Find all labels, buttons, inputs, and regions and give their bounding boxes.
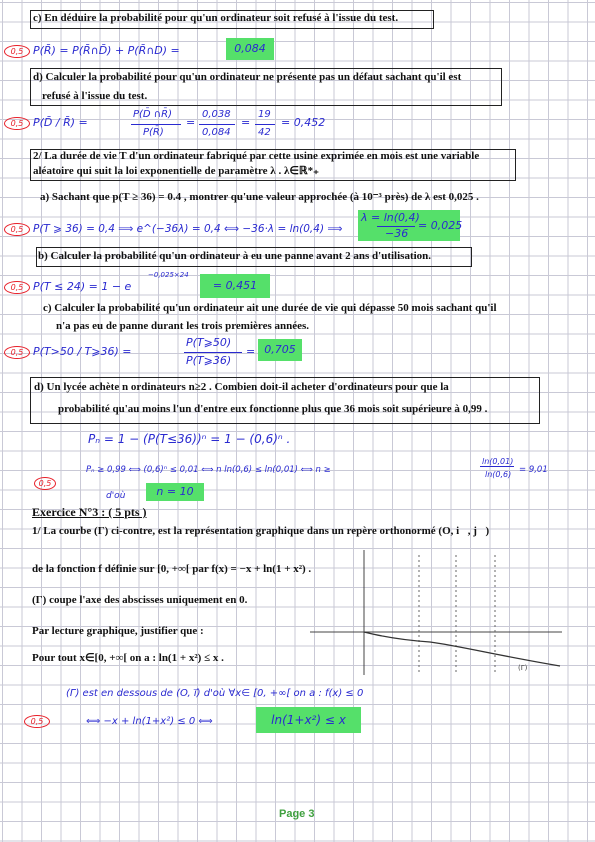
mark-q2d: 0,5 <box>34 477 56 490</box>
question-2c-line1: c) Calculer la probabilité qu'un ordinateur ait une durée de vie qui dépasse 50 mois sachant qu'il <box>43 302 497 314</box>
answer-q1d-lhs: P(D̄ / R̄) = <box>33 116 88 129</box>
question-2c-line2: n'a pas eu de panne durant les trois premières années. <box>56 320 310 332</box>
mark-q1d: 0,5 <box>4 117 30 130</box>
answer-q2b-exp: −0,025×24 <box>148 271 189 279</box>
result-q2b: = 0,451 <box>200 274 270 298</box>
answer-ex3-line1: (Γ) est en dessous de (O, i⃗) d'où ∀x∈ [0, +∞[ on a : f(x) ≤ 0 <box>66 688 364 699</box>
frac2-num: 0,038 <box>202 109 231 120</box>
question-2-line1: 2/ La durée de vie T d'un ordinateur fabriqué par cette usine exprimée en mois est une variable <box>33 150 480 162</box>
answer-q2d-line2: Pₙ ≥ 0,99 ⟺ (0,6)ⁿ ≤ 0,01 ⟺ n ln(0,6) ≤ ln(0,01) ⟺ n ≥ <box>86 465 331 475</box>
question-2-line2: aléatoire qui suit la loi exponentielle de paramètre λ . λ∈ℝ*₊ <box>33 165 319 177</box>
mark-q2b: 0,5 <box>4 281 30 294</box>
curve-label: (Γ) <box>518 664 528 672</box>
frac1-den: P(R̄) <box>143 127 164 138</box>
equals-2: = <box>241 116 251 129</box>
frac-q2c-den: P(T⩾36) <box>186 354 232 367</box>
answer-q2c: P(T>50 / T⩾36) = <box>33 345 132 358</box>
result-q2c: 0,705 <box>258 339 302 361</box>
result-q2d: n = 10 <box>146 483 204 501</box>
equals-1: = <box>186 116 196 129</box>
mark-q2c: 0,5 <box>4 346 30 359</box>
result-q1d: = 0,452 <box>281 116 326 129</box>
frac-q2c-bar <box>184 352 242 353</box>
frac2-den: 0,084 <box>202 127 231 138</box>
exercise-3-line1: 1/ La courbe (Γ) ci-contre, est la représentation graphique dans un repère orthonormé (O, i⃗, j⃗) <box>32 525 490 537</box>
result-ex3: ln(1+x²) ≤ x <box>256 707 361 733</box>
question-1d-line1: d) Calculer la probabilité pour qu'un ordinateur ne présente pas un défaut sachant qu'il est <box>33 71 462 83</box>
answer-q2d-line1: Pₙ = 1 − (P(T≤36))ⁿ = 1 − (0,6)ⁿ . <box>88 432 291 446</box>
answer-q1c: P(R̄) = P(R̄∩D̄) + P(R̄∩D) = <box>33 44 180 57</box>
exercise-3-line2: de la fonction f définie sur [0, +∞[ par f(x) = −x + ln(1 + x²) . <box>32 563 312 575</box>
mark-q2a: 0,5 <box>4 223 30 236</box>
exercise-3-line3: (Γ) coupe l'axe des abscisses uniquement en 0. <box>32 594 248 606</box>
mark-ex3: 0,5 <box>24 715 50 728</box>
result-q1c: 0,084 <box>226 38 274 60</box>
frac1-bar <box>131 124 181 125</box>
answer-q2a: P(T ⩾ 36) = 0,4 ⟹ e^(−36λ) = 0,4 ⟺ −36·λ = ln(0,4) ⟹ <box>33 223 343 235</box>
answer-q2d-line2b: = 9,01 <box>519 465 548 475</box>
result-q2a-val: = 0,025 <box>418 219 463 232</box>
exercise-3-line5: Pour tout x∈[0, +∞[ on a : ln(1 + x²) ≤ x . <box>32 652 224 664</box>
question-1d-line2: refusé à l'issue du test. <box>42 90 148 102</box>
curve-graph <box>300 540 570 680</box>
curve-gamma <box>364 632 560 666</box>
question-2b-text: b) Calculer la probabilité qu'un ordinateur à eu une panne avant 2 ans d'utilisation. <box>38 250 432 262</box>
page-number: Page 3 <box>279 808 315 820</box>
frac-q2c-num: P(T⩾50) <box>186 336 232 349</box>
frac3-num: 19 <box>258 109 271 120</box>
question-2a-text: a) Sachant que p(T ≥ 36) = 0.4 , montrer qu'une valeur approchée (à 10⁻³ près) de λ est 0,025 . <box>40 191 479 203</box>
exercise-3-title: Exercice N°3 : ( 5 pts ) <box>32 505 147 519</box>
frac-q2d-num: ln(0,01) <box>482 457 514 466</box>
frac3-den: 42 <box>258 127 271 138</box>
frac2-bar <box>199 124 235 125</box>
exercise-3-line4: Par lecture graphique, justifier que : <box>32 625 204 637</box>
answer-q2d-dou: d'où <box>106 491 126 501</box>
question-2d-line2: probabilité qu'au moins l'un d'entre eux fonctionne plus que 36 mois soit supérieure à 0,99 . <box>58 403 488 415</box>
question-1c-text: c) En déduire la probabilité pour qu'un ordinateur soit refusé à l'issue du test. <box>33 12 399 24</box>
result-q2a-den: −36 <box>385 227 409 240</box>
frac3-bar <box>255 124 275 125</box>
frac-q2d-den: ln(0,6) <box>485 470 512 479</box>
result-q2a-num: λ = ln(0,4) <box>361 211 420 224</box>
question-2d-line1: d) Un lycée achète n ordinateurs n≥2 . Combien doit-il acheter d'ordinateurs pour que la <box>34 381 449 393</box>
answer-ex3-line2: ⟺ −x + ln(1+x²) ≤ 0 ⟺ <box>86 716 213 727</box>
equals-q2c: = <box>246 345 256 358</box>
mark-q1c: 0,5 <box>4 45 30 58</box>
frac-q2d-bar <box>480 466 514 467</box>
vertical-dotted-lines <box>419 555 495 675</box>
answer-q2b: P(T ≤ 24) = 1 − e <box>33 280 132 293</box>
frac1-num: P(D̄ ∩R̄) <box>133 109 172 120</box>
